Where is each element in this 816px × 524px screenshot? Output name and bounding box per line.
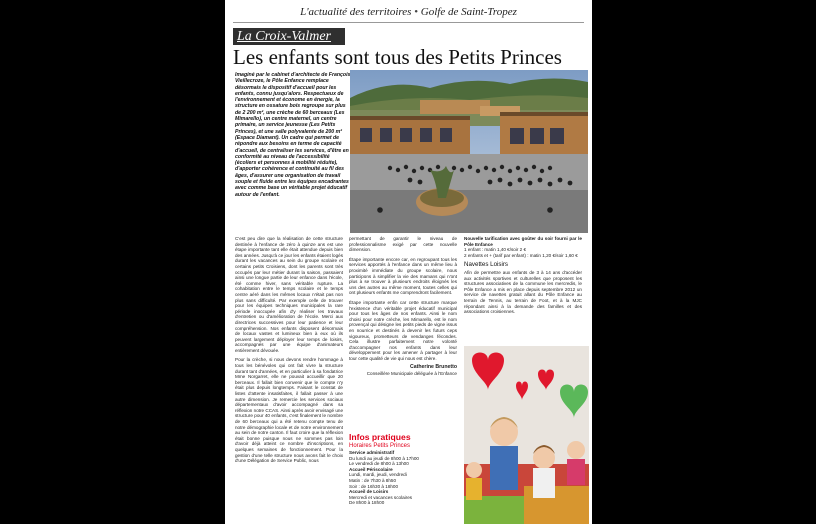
kicker-box: [233, 28, 345, 45]
signature-name: Catherine Brunetto: [410, 364, 457, 371]
infos-line: Soir : de 16h30 à 18h00: [349, 483, 399, 489]
children-photo: [464, 346, 589, 524]
section-header: [225, 6, 592, 18]
infos-heading: Service administratif: [349, 450, 395, 455]
building-photo-illustration: [350, 70, 588, 233]
header-rule: [233, 22, 584, 23]
children-photo-illustration: [464, 346, 589, 524]
infos-title: Infos pratiques: [349, 432, 411, 442]
article-headline: Les enfants sont tous des Petits Princes: [233, 45, 562, 69]
infos-subtitle: Horaires Petits Princes: [349, 443, 411, 449]
navettes-text: Afin de permettre aux enfants de 3 à 14 ans d'accéder aux activités sportives et culturelles que proposent les structures associatives de la commune les mercredis, le Pôle Enfance a mis en place depuis septembre 2012 un service de navettes gratuit allant du Pôle Enfance au terrain de Tennis, au terrain de Foot, et à la MJC répondant ainsi à la demande des familles et des associations croisiennes.: [464, 269, 582, 315]
tarif-line: 1 enfant : matin 1,40 €/soir 2 €: [464, 247, 527, 253]
infos-heading: Accueil Périscolaire: [349, 466, 393, 472]
infos-line: Le vendredi de 8h00 à 13h00: [349, 461, 409, 467]
tarif-line: 2 enfants et + (tarif par enfant) : matin 1,20 €/soir 1,60 €: [464, 252, 578, 258]
col2-paragraph-1: permettant de garantir le niveau de professionnalisme exigé par cette nouvelle dimension.: [349, 236, 457, 253]
building-photo: [350, 70, 588, 233]
infos-line: Matin : de 7h30 à 8h50: [349, 477, 396, 483]
article-lede: Imaginé par le cabinet d'architecte de François Vieillecroze, le Pôle Enfance remplace désormais le dispositif d'accueil pour les enfants, connu jusqu'alors. Respectueux de l'environnement et économe en énergie, la structure en ossature bois regroupe sur plus de 2 200 m², une crèche de 60 berceaux (Les Mimarello), un centre maternel, un centre primaire, un service jeunesse (Les Petits Princes), et une salle polyvalente de 200 m² (Espace Diamant). Un cadre qui permet de répondre aux besoins en terme de capacité d'accueil, de centraliser les services, d'être en conformité au niveau de l'accessibilité (écoliers et personnes à mobilité réduite), d'apporter cohérence et continuité au fil des âges, d'assurer une organisation de travail souple et fluide entre les équipes encadrantes avec comme base un véritable projet éducatif autour de l'enfant.: [235, 72, 351, 198]
header-separator: •: [414, 6, 419, 18]
column-1: [235, 236, 343, 468]
col2-paragraph-2: Étape importante encore car, en regroupant tous les services apportés à l'enfance dans un même lieu à proximité immédiate du groupe scolaire, nous participons à simplifier la vie des mamans qui n'ont plus à se trouver à plusieurs endroits éloignés les uns des autres au même moment, toutes celles qui ont plusieurs enfants me comprendront facilement.: [349, 256, 457, 296]
navettes-title: Navettes Loisirs: [464, 261, 509, 269]
infos-line: Mercredi et vacances scolaires: [349, 494, 413, 500]
section-header-right: Golfe de Saint-Tropez: [420, 6, 517, 18]
infos-line: De 8h00 à 18h00: [349, 500, 385, 506]
col1-paragraph-2: Pour la crèche, si nous devons rendre hommage à tous les bénévoles qui ont fait vivre la structure durant tant d'années, et en particulier à sa fondatrice Mme Norgarret, elle ne pouvait accueillir que 20 berceaux. Il fallait bien convenir que le compte n'y était plus depuis longtemps. Faisant le constat de listes d'attente insatisfaites, il fallait passer à une autre dimension. Je remercie les services sociaux départementaux d'avoir accompagné dans sa réflexion notre CCAS. Ainsi après avoir envisagé une structure pour 40 enfants, c'est finalement le nombre de 60 berceaux qui a été retenu compte tenu de notre démographie locale et de notre environnement au sein de notre canton. Il faut croire que la réflexion était bonne puisque nous ne sommes pas loin d'avoir déjà atteint ce nombre d'inscriptions, en quelques semaines de fonctionnement. Pour la gestion d'une telle structure nous avons fait le choix d'une Délégation de Service Public, nous: [235, 357, 344, 464]
column-3: [464, 236, 582, 315]
newspaper-page: [225, 0, 592, 524]
col1-paragraph-1: C'est peu dire que la réalisation de cette structure destinée à l'enfance de zéro à quinze ans est une étape importante tant elle était attendue depuis bien des années. Jusqu'à ce jour les enfants étaient logés durant les vacances au sein du groupe scolaire et certains petits Croisiens, dont les parents sont très occupés par leur métier durant la saison, passaient ainsi une longue partie de leur enfance dans l'école, été comme hiver, sans véritable rupture. La cohabitation entre le temps scolaire et le temps centre aéré dans les mêmes locaux n'était pas non plus sans difficulté. Par exemple celle de trouver pour les équipes techniques municipales la rare période inoccupée afin d'y réaliser les travaux d'entretien ou d'amélioration de l'école. Merci aux directrices successives pour leur patience et leur compréhension. Nos enfants disposent désormais de locaux vastes et lumineux bien à eux où ils peuvent largement déployer leur temps de loisirs, accompagnés par une équipe d'animateurs entièrement dévouée.: [235, 236, 343, 353]
infos-lines: [349, 450, 457, 506]
col2-paragraph-3: Étape importante enfin car cette structure marque l'existence d'un véritable projet éducatif municipal pour tous les âges de nos enfants. Ainsi le nom choisi pour notre crèche, les Mimarello, est le nom provençal qui désigne les petits pieds de vigne issus en nourrice et destinés à devenir les futurs ceps vigoureux, prometteurs de vendanges fécondes. Cela illustre parfaitement notre volonté d'accompagner nos enfants dans leur développement pour les amener à partager à leur tour cette qualité de vie qui nous est chère.: [349, 299, 457, 361]
tarif-title: Nouvelle tarification avec goûter du soir fourni par le Pôle Enfance: [464, 236, 582, 247]
kicker-text: La Croix-Valmer: [237, 29, 331, 44]
infos-line: Lundi, mardi, jeudi, vendredi: [349, 472, 407, 478]
infos-heading: Accueil de Loisirs: [349, 489, 389, 495]
signature-role: Conseillère Municipale déléguée à l'Enfance: [366, 371, 457, 377]
section-header-left: L'actualité des territoires: [300, 6, 412, 18]
infos-line: Du lundi au jeudi de 8h00 à 17h00: [349, 455, 419, 461]
infos-pratiques: [349, 432, 457, 506]
column-2: [349, 236, 457, 377]
